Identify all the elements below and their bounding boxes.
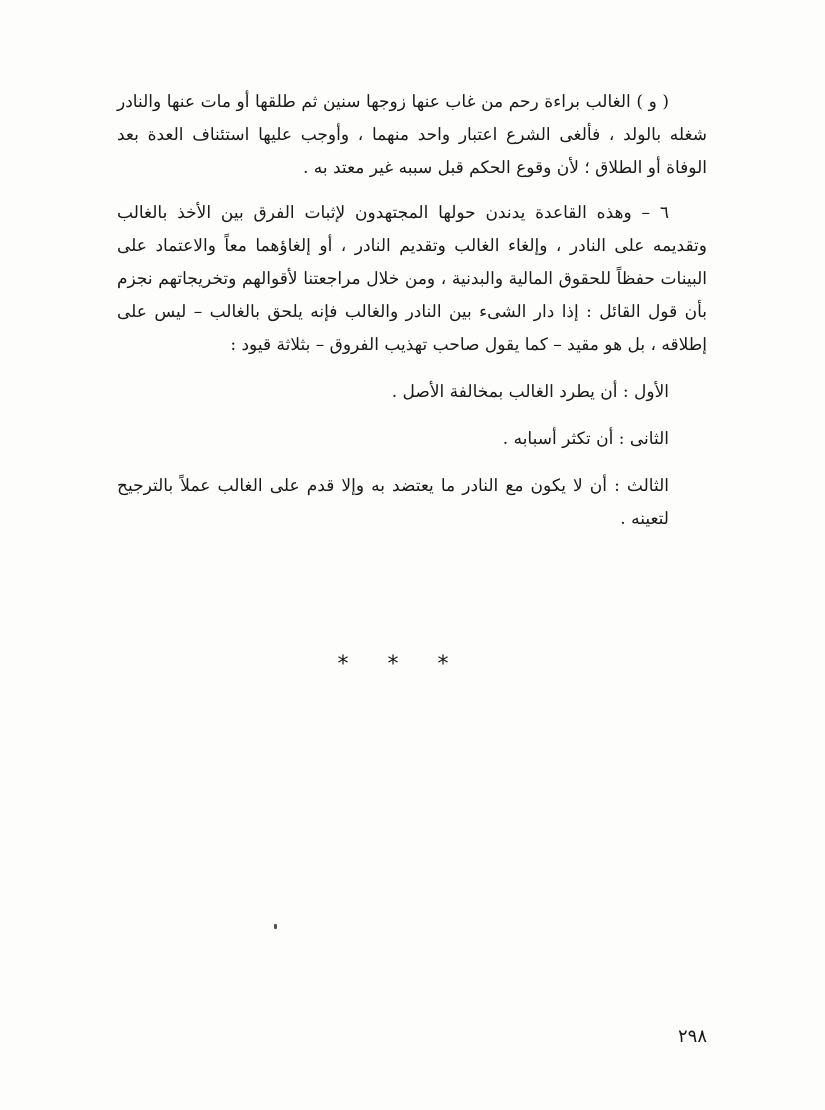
print-speck (274, 924, 277, 929)
section-separator (0, 652, 825, 677)
separator-asterisk: * (437, 652, 489, 677)
condition-third: الثالث : أن لا يكون مع النادر ما يعتضد به وإلا قدم على الغالب عملاً بالترجيح لتعينه . (117, 476, 669, 529)
page-number: ٢٩٨ (677, 1026, 707, 1047)
page-body (117, 86, 707, 536)
separator-asterisk: * (387, 652, 439, 677)
separator-asterisk: * (337, 652, 389, 677)
paragraph-dominant-examples: ( و ) الغالب براءة رحم من غاب عنها زوجها سنين ثم طلقها أو مات عنها والنادر شغله بالولد ، فألغى الشرع اعتبار واحد منهما ، وأوجب عليها استئناف العدة بعد الوفاة أو الطلاق ؛ لأن وقوع الحكم قبل سببه غير معتد به . (117, 92, 707, 178)
condition-first: الأول : أن يطرد الغالب بمخالفة الأصل . (391, 382, 669, 402)
paragraph-rule-six: ٦ – وهذه القاعدة يدندن حولها المجتهدون لإثبات الفرق بين الأخذ بالغالب وتقديمه على النادر ، وإلغاء الغالب وتقديم النادر ، أو إلغاؤهما معاً والاعتماد على البينات حفظاً للحقوق المالية والبدنية ، ومن خلال مراجعتنا لأقوالهم وتخريجاتهم نجزم بأن قول القائل : إذا دار الشىء بين النادر والغالب فإنه يلحق بالغالب – ليس على إطلاقه ، بل هو مقيد – كما يقول صاحب تهذيب الفروق – بثلاثة قيود : (117, 203, 707, 355)
condition-second: الثانى : أن تكثر أسبابه . (502, 429, 669, 449)
